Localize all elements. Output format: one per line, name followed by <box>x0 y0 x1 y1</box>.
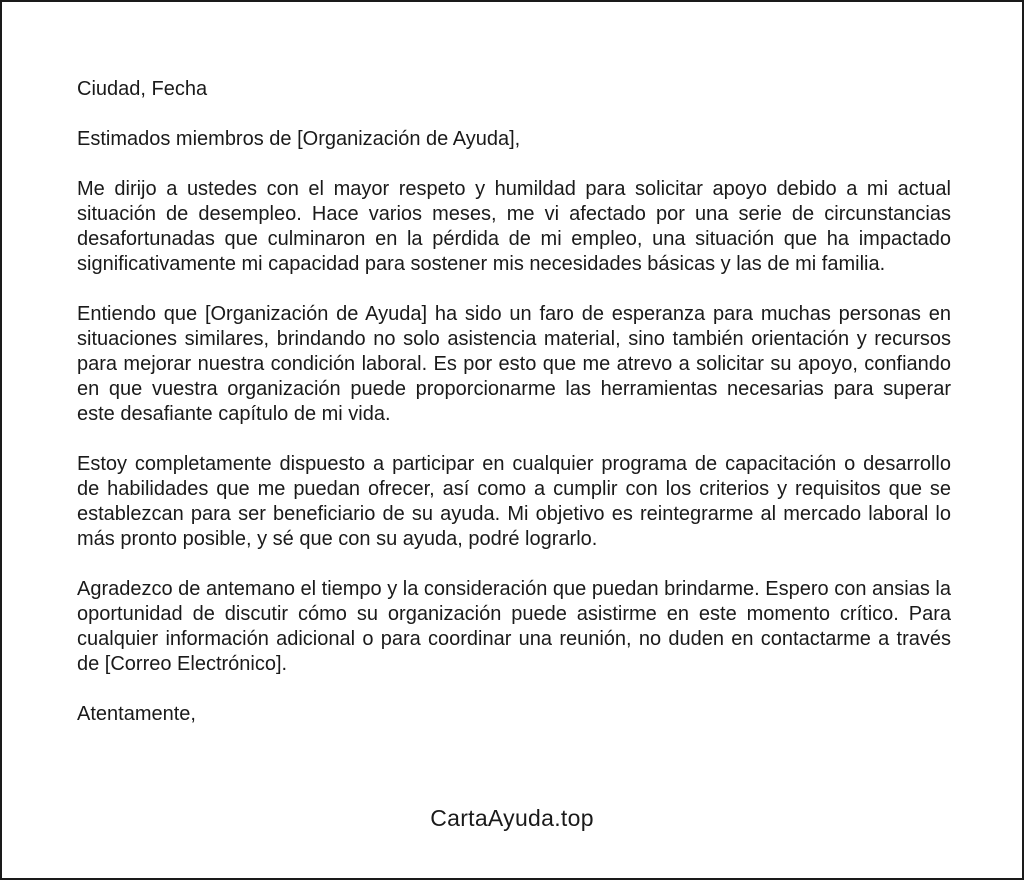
site-watermark: CartaAyuda.top <box>430 805 594 831</box>
paragraph-commitment: Estoy completamente dispuesto a participar en cualquier programa de capacitación o desarrollo de habilidades que me puedan ofrecer, así como a cumplir con los criterios y requisitos que se establezcan para ser beneficiario de su ayuda. Mi objetivo es reintegrarme al mercado laboral lo más pronto posible, y sé que con su ayuda, podré lograrlo. <box>77 453 951 550</box>
letter-body <box>77 77 951 752</box>
closing: Atentamente, <box>77 703 196 725</box>
paragraph-thanks: Agradezco de antemano el tiempo y la consideración que puedan brindarme. Espero con ansias la oportunidad de discutir cómo su organización puede asistirme en este momento crítico. Para cualquier información adicional o para coordinar una reunión, no duden en contactarme a través de [Correo Electrónico]. <box>77 578 951 675</box>
paragraph-organization: Entiendo que [Organización de Ayuda] ha sido un faro de esperanza para muchas personas en situaciones similares, brindando no solo asistencia material, sino también orientación y recursos para mejorar nuestra condición laboral. Es por esto que me atrevo a solicitar su apoyo, confiando en que vuestra organización puede proporcionarme las herramientas necesarias para superar este desafiante capítulo de mi vida. <box>77 303 951 425</box>
place-date-line: Ciudad, Fecha <box>77 78 208 100</box>
paragraph-situation: Me dirijo a ustedes con el mayor respeto y humildad para solicitar apoyo debido a mi actual situación de desempleo. Hace varios meses, me vi afectado por una serie de circunstancias desafortunadas que culminaron en la pérdida de mi empleo, una situación que ha impactado significativamente mi capacidad para sostener mis necesidades básicas y las de mi familia. <box>77 178 951 275</box>
salutation: Estimados miembros de [Organización de Ayuda], <box>77 128 521 150</box>
